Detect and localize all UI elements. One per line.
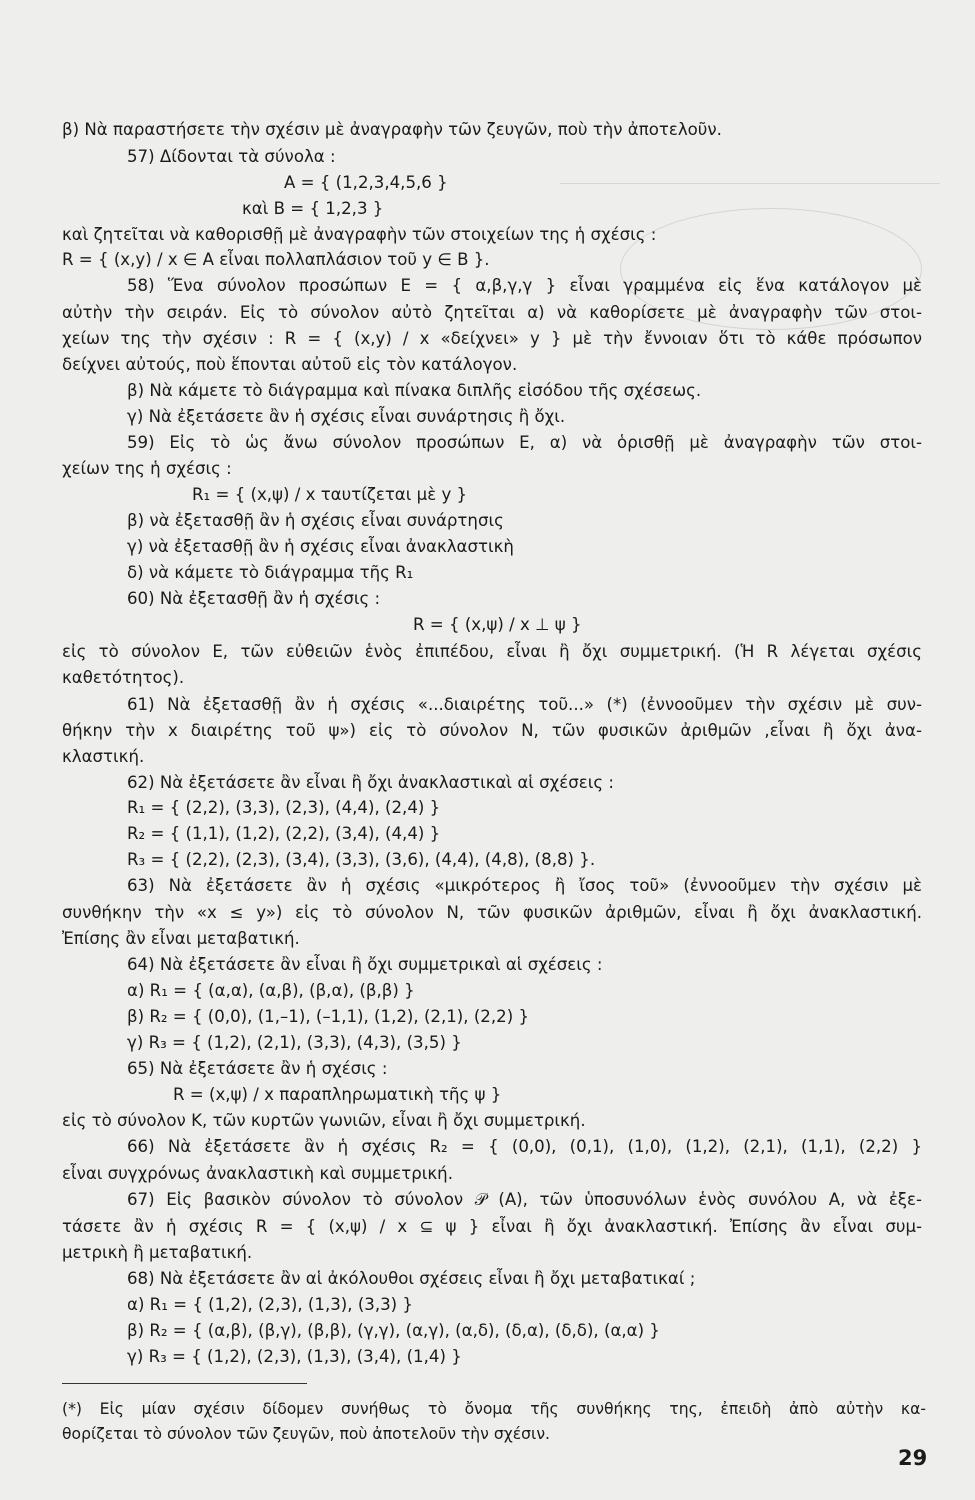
math-line: R = (x,ψ) / x παραπληρωματικὴ τῆς ψ }: [173, 1085, 502, 1104]
footnote-line: (*) Εἰς μίαν σχέσιν δίδομεν συνήθως τὸ ὄνομα τῆς συνθήκης της, ἐπειδὴ ἀπὸ αὐτὴν κα-: [62, 1400, 926, 1418]
math-line: R₃ = { (2,2), (2,3), (3,4), (3,3), (3,6), (4,4), (4,8), (8,8) }.: [127, 850, 596, 869]
text-line: 62) Νὰ ἐξετάσετε ἂν εἶναι ἢ ὄχι ἀνακλαστικαὶ αἱ σχέσεις :: [127, 773, 614, 792]
footnote-line: θορίζεται τὸ σύνολον τῶν ζευγῶν, ποὺ ἀποτελοῦν τὴν σχέσιν.: [62, 1425, 550, 1443]
text-line: 60) Νὰ ἐξετασθῇ ἂν ἡ σχέσις :: [127, 589, 381, 608]
text-line: 59) Εἰς τὸ ὡς ἄνω σύνολον προσώπων E, α) νὰ ὁρισθῇ μὲ ἀναγραφὴν τῶν στοι-: [127, 433, 922, 452]
text-line: 57) Δίδονται τὰ σύνολα :: [127, 147, 336, 166]
math-line: A = { (1,2,3,4,5,6 }: [284, 173, 448, 192]
text-line: 67) Εἰς βασικὸν σύνολον τὸ σύνολον 𝒫 (A), τῶν ὑποσυνόλων ἑνὸς συνόλου A, νὰ ἐξε-: [127, 1190, 922, 1209]
text-line: εἰς τὸ σύνολον E, τῶν εὐθειῶν ἑνὸς ἐπιπέδου, εἶναι ἢ ὄχι συμμετρική. (Ἡ R λέγεται σχέσις: [62, 642, 922, 661]
math-line: R = { (x,ψ) / x ⊥ ψ }: [413, 615, 582, 634]
math-line: β) R₂ = { (α,β), (β,γ), (β,β), (γ,γ), (α,γ), (α,δ), (δ,α), (δ,δ), (α,α) }: [127, 1321, 660, 1340]
math-line: β) R₂ = { (0,0), (1,–1), (–1,1), (1,2), (2,1), (2,2) }: [127, 1007, 530, 1026]
text-line: καὶ ζητεῖται νὰ καθορισθῇ μὲ ἀναγραφὴν τῶν στοιχείων της ἡ σχέσις :: [62, 225, 657, 244]
math-line: R₁ = { (2,2), (3,3), (2,3), (4,4), (2,4) }: [127, 798, 441, 817]
text-line: 58) Ἕνα σύνολον προσώπων E = { α,β,γ,γ } εἶναι γραμμένα εἰς ἕνα κατάλογον μὲ: [127, 276, 922, 295]
text-line: δείχνει αὐτούς, ποὺ ἕπονται αὐτοῦ εἰς τὸν κατάλογον.: [62, 355, 518, 374]
text-line: 68) Νὰ ἐξετάσετε ἂν αἱ ἀκόλουθοι σχέσεις εἶναι ἢ ὄχι μεταβατικαί ;: [127, 1269, 696, 1288]
math-line: γ) R₃ = { (1,2), (2,3), (1,3), (3,4), (1,4) }: [127, 1347, 462, 1366]
math-line: α) R₁ = { (1,2), (2,3), (1,3), (3,3) }: [127, 1295, 413, 1314]
text-line: β) Νὰ κάμετε τὸ διάγραμμα καὶ πίνακα διπλῆς εἰσόδου τῆς σχέσεως.: [127, 381, 702, 400]
math-line: R₁ = { (x,ψ) / x ταυτίζεται μὲ y }: [192, 485, 468, 504]
text-line: εἰς τὸ σύνολον K, τῶν κυρτῶν γωνιῶν, εἶναι ἢ ὄχι συμμετρική.: [62, 1111, 586, 1130]
text-line: 61) Νὰ ἐξετασθῇ ἂν ἡ σχέσις «...διαιρέτης τοῦ...» (*) (ἐννοοῦμεν τὴν σχέσιν μὲ συν-: [127, 695, 922, 714]
text-line: εἶναι συγχρόνως ἀνακλαστικὴ καὶ συμμετρική.: [62, 1164, 453, 1183]
text-line: αὐτὴν τὴν σειράν. Εἰς τὸ σύνολον αὐτὸ ζητεῖται α) νὰ καθορίσετε μὲ ἀναγραφὴν τῶν στοι-: [62, 303, 922, 322]
math-line: καὶ B = { 1,2,3 }: [242, 199, 384, 218]
math-line: R₂ = { (1,1), (1,2), (2,2), (3,4), (4,4) }: [127, 824, 441, 843]
text-line: γ) νὰ ἐξετασθῇ ἂν ἡ σχέσις εἶναι ἀνακλαστικὴ: [127, 537, 514, 556]
page-number: 29: [898, 1446, 928, 1470]
text-line: χείων της τὴν σχέσιν : R = { (x,y) / x «δείχνει» y } μὲ τὴν ἔννοιαν ὅτι τὸ κάθε πρόσωπον: [62, 329, 922, 348]
text-line: συνθήκην τὴν «x ≤ y») εἰς τὸ σύνολον N, τῶν φυσικῶν ἀριθμῶν, εἶναι ἢ ὄχι ἀνακλαστική.: [62, 903, 922, 922]
text-line: 65) Νὰ ἐξετάσετε ἂν ἡ σχέσις :: [127, 1059, 388, 1078]
text-line: 66) Νὰ ἐξετάσετε ἂν ἡ σχέσις R₂ = { (0,0), (0,1), (1,0), (1,2), (2,1), (1,1), (2,2) }: [127, 1137, 922, 1156]
text-line: δ) νὰ κάμετε τὸ διάγραμμα τῆς R₁: [127, 563, 414, 582]
text-line: τάσετε ἂν ἡ σχέσις R = { (x,ψ) / x ⊆ ψ } εἶναι ἢ ὄχι ἀνακλαστική. Ἐπίσης ἂν εἶναι συμ-: [62, 1217, 922, 1236]
math-line: γ) R₃ = { (1,2), (2,1), (3,3), (4,3), (3,5) }: [127, 1033, 462, 1052]
footnote-rule: [62, 1383, 307, 1384]
text-line: μετρικὴ ἢ μεταβατική.: [62, 1243, 253, 1262]
text-line: καθετότητος).: [62, 668, 185, 687]
text-line: γ) Νὰ ἐξετάσετε ἂν ἡ σχέσις εἶναι συνάρτησις ἢ ὄχι.: [127, 407, 566, 426]
text-line: θήκην τὴν x διαιρέτης τοῦ ψ») εἰς τὸ σύνολον N, τῶν φυσικῶν ἀριθμῶν ,εἶναι ἢ ὄχι ἀνα-: [62, 721, 922, 740]
text-line: 63) Νὰ ἐξετάσετε ἂν ἡ σχέσις «μικρότερος ἢ ἴσος τοῦ» (ἐννοοῦμεν τὴν σχέσιν μὲ: [127, 876, 922, 895]
math-line: α) R₁ = { (α,α), (α,β), (β,α), (β,β) }: [127, 981, 415, 1000]
text-line: Ἐπίσης ἂν εἶναι μεταβατική.: [62, 929, 300, 948]
text-line: κλαστική.: [62, 747, 145, 766]
text-line: 64) Νὰ ἐξετάσετε ἂν εἶναι ἢ ὄχι συμμετρικαὶ αἱ σχέσεις :: [127, 955, 603, 974]
math-line: R = { (x,y) / x ∈ A εἶναι πολλαπλάσιον τοῦ y ∈ B }.: [62, 250, 490, 269]
text-line: χείων της ἡ σχέσις :: [62, 459, 232, 478]
text-line: β) Νὰ παραστήσετε τὴν σχέσιν μὲ ἀναγραφὴν τῶν ζευγῶν, ποὺ τὴν ἀποτελοῦν.: [62, 120, 722, 139]
text-line: β) νὰ ἐξετασθῇ ἂν ἡ σχέσις εἶναι συνάρτησις: [127, 511, 504, 530]
